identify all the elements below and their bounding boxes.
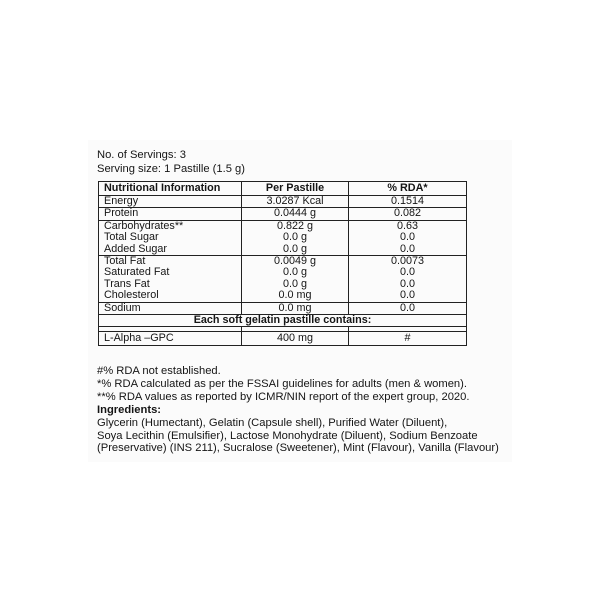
footnote-hash: #% RDA not established. <box>97 365 221 377</box>
table-header-row <box>99 182 467 196</box>
nutrient-rda: 0.1514 <box>349 196 467 208</box>
table-row <box>99 244 467 256</box>
active-ingredient-rda: # <box>349 332 467 346</box>
footnotes-block <box>97 365 507 455</box>
nutrient-name: Saturated Fat <box>99 267 242 278</box>
nutrient-rda: 0.0 <box>349 302 467 314</box>
nutrient-name: Added Sugar <box>99 244 242 256</box>
nutrient-rda: 0.0073 <box>349 256 467 268</box>
nutrient-name: Sodium <box>99 302 242 314</box>
table-row <box>99 196 467 208</box>
nutrient-rda: 0.0 <box>349 290 467 302</box>
serving-size: Serving size: 1 Pastille (1.5 g) <box>97 163 245 175</box>
table-row <box>99 267 467 278</box>
nutrient-rda: 0.0 <box>349 244 467 256</box>
footnote-double-star: **% RDA values as reported by ICMR/NIN report of the expert group, 2020. <box>97 390 470 403</box>
nutrient-name: Energy <box>99 196 242 208</box>
nutrient-rda: 0.0 <box>349 232 467 243</box>
active-ingredient-amount: 400 mg <box>242 332 349 346</box>
active-ingredient-name: L-Alpha –GPC <box>99 332 242 346</box>
nutrient-per-pastille: 0.0 g <box>242 232 349 243</box>
servings-count: No. of Servings: 3 <box>97 149 186 161</box>
ingredients-title: Ingredients: <box>97 403 162 416</box>
table-row <box>99 232 467 243</box>
nutrient-per-pastille: 0.0444 g <box>242 208 349 220</box>
nutrition-table <box>98 181 467 346</box>
nutrient-per-pastille: 0.0 g <box>242 267 349 278</box>
table-row <box>99 290 467 302</box>
header-per-pastille: Per Pastille <box>242 182 349 196</box>
nutrient-rda: 0.0 <box>349 267 467 278</box>
table-row <box>99 279 467 290</box>
nutrient-per-pastille: 3.0287 Kcal <box>242 196 349 208</box>
active-ingredient-row <box>99 332 467 346</box>
table-row <box>99 208 467 220</box>
nutrient-rda: 0.63 <box>349 220 467 232</box>
nutrient-name: Carbohydrates** <box>99 220 242 232</box>
table-row <box>99 256 467 268</box>
header-rda: % RDA* <box>349 182 467 196</box>
footnote-star: *% RDA calculated as per the FSSAI guidelines for adults (men & women). <box>97 377 467 390</box>
nutrient-per-pastille: 0.0049 g <box>242 256 349 268</box>
nutrient-per-pastille: 0.0 mg <box>242 302 349 314</box>
contains-heading: Each soft gelatin pastille contains: <box>99 315 467 327</box>
nutrient-name: Trans Fat <box>99 279 242 290</box>
nutrient-per-pastille: 0.0 g <box>242 244 349 256</box>
nutrient-name: Total Fat <box>99 256 242 268</box>
ingredients-line: Soya Lecithin (Emulsifier), Lactose Monohydrate (Diluent), Sodium Benzoate <box>97 429 478 442</box>
contains-heading-row <box>99 315 467 327</box>
header-nutritional-information: Nutritional Information <box>99 182 242 196</box>
nutrient-rda: 0.0 <box>349 279 467 290</box>
ingredients-line: Glycerin (Humectant), Gelatin (Capsule shell), Purified Water (Diluent), <box>97 416 448 429</box>
nutrient-name: Cholesterol <box>99 290 242 302</box>
nutrient-per-pastille: 0.822 g <box>242 220 349 232</box>
table-row <box>99 220 467 232</box>
nutrient-name: Total Sugar <box>99 232 242 243</box>
nutrient-rda: 0.082 <box>349 208 467 220</box>
nutrient-per-pastille: 0.0 mg <box>242 290 349 302</box>
ingredients-line: (Preservative) (INS 211), Sucralose (Sweetener), Mint (Flavour), Vanilla (Flavour) <box>97 442 499 455</box>
table-row <box>99 302 467 314</box>
nutrient-name: Protein <box>99 208 242 220</box>
nutrient-per-pastille: 0.0 g <box>242 279 349 290</box>
